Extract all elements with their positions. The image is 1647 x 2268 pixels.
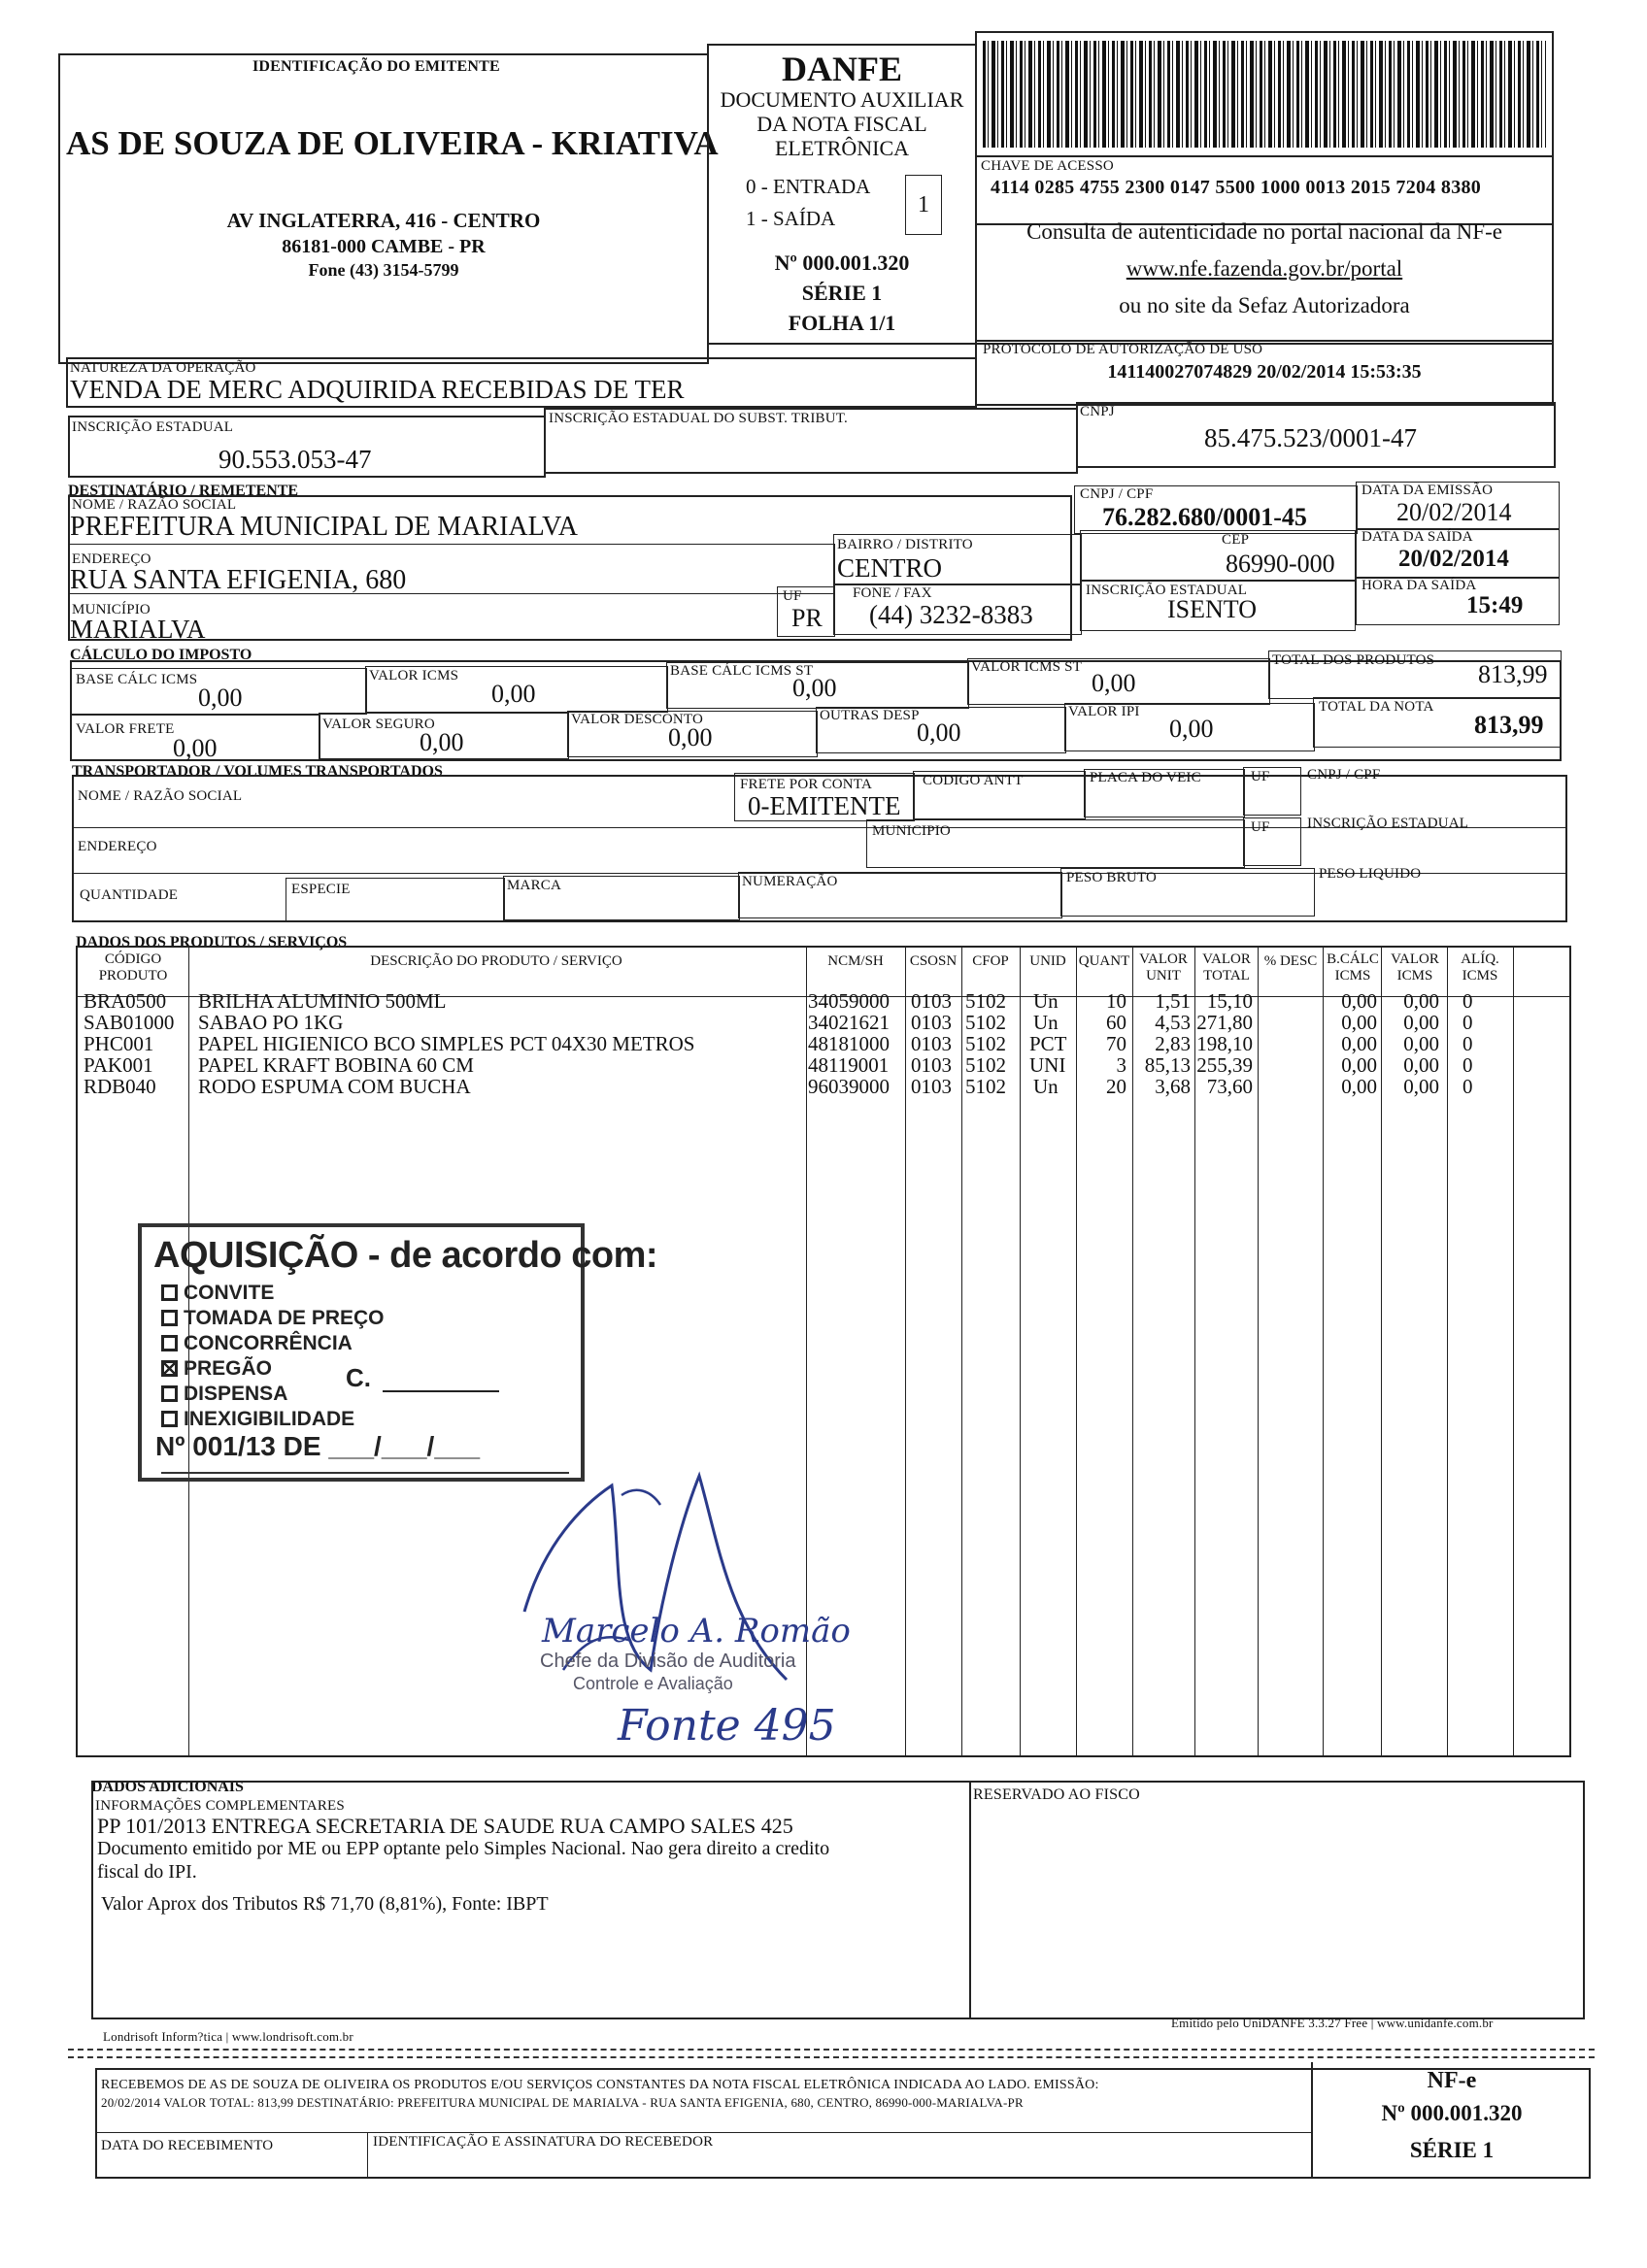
dest-ie-label: INSCRIÇÃO ESTADUAL bbox=[1086, 583, 1248, 598]
destinatario-section-label: DESTINATÁRIO / REMETENTE bbox=[68, 483, 299, 499]
row-descricao: RODO ESPUMA COM BUCHA bbox=[198, 1075, 471, 1098]
dest-nome: PREFEITURA MUNICIPAL DE MARIALVA bbox=[70, 512, 579, 542]
row-quant: 3 bbox=[1116, 1053, 1126, 1077]
stamp-option-label: INEXIGIBILIDADE bbox=[184, 1408, 355, 1430]
canhoto-text2: 20/02/2014 VALOR TOTAL: 813,99 DESTINATÁRIO: PREFEITURA MUNICIPAL DE MARIALVA - RUA SANTA EFIGENIA, 680, CENTRO, 86990-000-MARIALVA-PR bbox=[101, 2095, 1024, 2110]
dest-municipio: MARIALVA bbox=[70, 615, 206, 644]
danfe-serie: SÉRIE 1 bbox=[801, 281, 883, 305]
info-line3: fiscal do IPI. bbox=[97, 1861, 197, 1883]
row-csosn: 0103 bbox=[911, 1011, 952, 1034]
dest-fone: (44) 3232-8383 bbox=[869, 600, 1033, 629]
transp-antt-label: CODIGO ANTT bbox=[923, 773, 1024, 788]
dest-emissao-label: DATA DA EMISSÃO bbox=[1361, 483, 1494, 498]
danfe-entrada: 0 - ENTRADA bbox=[746, 175, 871, 198]
row-codigo: PHC001 bbox=[84, 1032, 154, 1055]
canhoto-data-label: DATA DO RECEBIMENTO bbox=[101, 2138, 274, 2153]
info-line1: PP 101/2013 ENTREGA SECRETARIA DE SAUDE RUA CAMPO SALES 425 bbox=[97, 1814, 793, 1838]
row-unid: Un bbox=[1033, 1011, 1059, 1034]
footer-right: Emitido pelo UniDANFE 3.3.27 Free | www.unidanfe.com.br bbox=[1171, 2016, 1494, 2030]
dest-hora: 15:49 bbox=[1466, 592, 1524, 618]
footer-left: Londrisoft Inform?tica | www.londrisoft.com.br bbox=[103, 2029, 353, 2044]
dest-municipio-label: MUNICÍPIO bbox=[72, 602, 151, 617]
dest-bairro: CENTRO bbox=[837, 553, 942, 583]
transp-ie-label: INSCRIÇÃO ESTADUAL bbox=[1307, 816, 1469, 831]
row-csosn: 0103 bbox=[911, 989, 952, 1013]
transp-marca-label: MARCA bbox=[507, 878, 562, 893]
imp-valor-icms: 0,00 bbox=[491, 680, 536, 708]
row-aliq: 0 bbox=[1462, 1011, 1473, 1034]
signature-role2: Controle e Avaliação bbox=[573, 1674, 733, 1693]
transp-frete-label: FRETE POR CONTA bbox=[740, 777, 872, 792]
row-csosn: 0103 bbox=[911, 1032, 952, 1055]
transp-quantidade-label: QUANTIDADE bbox=[80, 887, 179, 903]
canhoto-row-line bbox=[95, 2132, 1311, 2133]
row-cfop: 5102 bbox=[965, 989, 1006, 1013]
dest-endereco: RUA SANTA EFIGENIA, 680 bbox=[70, 565, 407, 595]
hdr-unid: UNID bbox=[1029, 953, 1066, 969]
imp-outras: 0,00 bbox=[917, 718, 961, 747]
emitente-phone: Fone (43) 3154-5799 bbox=[308, 260, 459, 280]
ie-label: INSCRIÇÃO ESTADUAL bbox=[72, 419, 234, 435]
canhoto-numero: Nº 000.001.320 bbox=[1381, 2101, 1523, 2125]
row-csosn: 0103 bbox=[911, 1053, 952, 1077]
imp-base-icms-label: BASE CÁLC ICMS bbox=[76, 672, 198, 687]
row-unid: UNI bbox=[1029, 1053, 1066, 1077]
row-ncm: 34059000 bbox=[808, 989, 890, 1013]
chave-label: CHAVE DE ACESSO bbox=[981, 158, 1114, 174]
danfe-saida: 1 - SAÍDA bbox=[746, 207, 836, 230]
row-cfop: 5102 bbox=[965, 1032, 1006, 1055]
row-bcalc: 0,00 bbox=[1341, 1011, 1377, 1034]
row-descricao: BRILHA ALUMINIO 500ML bbox=[198, 989, 447, 1013]
consulta-text: Consulta de autenticidade no portal nacional da NF-e bbox=[1026, 219, 1502, 244]
dest-ie: ISENTO bbox=[1167, 595, 1257, 623]
produtos-section-label: DADOS DOS PRODUTOS / SERVIÇOS bbox=[76, 934, 348, 951]
row-vicms: 0,00 bbox=[1403, 1032, 1439, 1055]
row-csosn: 0103 bbox=[911, 1075, 952, 1098]
imp-seguro: 0,00 bbox=[420, 728, 464, 756]
adicionais-divider bbox=[969, 1781, 971, 2019]
stamp-option-label: CONVITE bbox=[184, 1282, 275, 1304]
row-ncm: 48119001 bbox=[808, 1053, 890, 1077]
row-ncm: 48181000 bbox=[808, 1032, 890, 1055]
stamp-option-label: DISPENSA bbox=[184, 1383, 288, 1405]
row-bcalc: 0,00 bbox=[1341, 1032, 1377, 1055]
row-codigo: SAB01000 bbox=[84, 1011, 175, 1034]
imp-valor-icms-st: 0,00 bbox=[1092, 669, 1136, 697]
aquisicao-stamp bbox=[138, 1223, 658, 1482]
row-vunit: 2,83 bbox=[1155, 1032, 1191, 1055]
signature-name: Marcelo A. Romão bbox=[542, 1612, 851, 1651]
hdr-ncm: NCM/SH bbox=[827, 953, 884, 969]
row-vicms: 0,00 bbox=[1403, 1011, 1439, 1034]
emitente-address: AV INGLATERRA, 416 - CENTRO bbox=[226, 209, 541, 232]
stamp-option-label: CONCORRÊNCIA bbox=[184, 1332, 353, 1354]
row-vicms: 0,00 bbox=[1403, 1053, 1439, 1077]
imp-valor-icms-st-label: VALOR ICMS ST bbox=[971, 659, 1083, 675]
imp-seguro-label: VALOR SEGURO bbox=[322, 717, 435, 732]
row-bcalc: 0,00 bbox=[1341, 1053, 1377, 1077]
imp-desconto: 0,00 bbox=[668, 723, 713, 751]
transp-numeracao-label: NUMERAÇÃO bbox=[742, 874, 838, 889]
imp-total-produtos: 813,99 bbox=[1478, 660, 1548, 688]
row-quant: 70 bbox=[1106, 1032, 1126, 1055]
imp-frete-label: VALOR FRETE bbox=[76, 721, 175, 737]
transp-uf-label: UF bbox=[1251, 769, 1270, 784]
imp-desconto-label: VALOR DESCONTO bbox=[571, 712, 704, 727]
row-codigo: RDB040 bbox=[84, 1075, 156, 1098]
dest-cnpj: 76.282.680/0001-45 bbox=[1102, 503, 1307, 531]
stamp-option-pregao bbox=[161, 1357, 272, 1381]
row-aliq: 0 bbox=[1462, 1053, 1473, 1077]
row-vicms: 0,00 bbox=[1403, 1075, 1439, 1098]
emitente-section-label: IDENTIFICAÇÃO DO EMITENTE bbox=[252, 58, 500, 75]
checked-checkbox-icon bbox=[161, 1360, 178, 1377]
dest-uf-label: UF bbox=[783, 588, 802, 604]
imp-valor-icms-label: VALOR ICMS bbox=[369, 668, 459, 684]
consulta-sefaz: ou no site da Sefaz Autorizadora bbox=[1119, 293, 1410, 317]
reservado-fisco-label: RESERVADO AO FISCO bbox=[973, 1786, 1140, 1803]
natureza-value: VENDA DE MERC ADQUIRIDA RECEBIDAS DE TER bbox=[70, 375, 685, 404]
imp-total-nota-label: TOTAL DA NOTA bbox=[1319, 699, 1434, 715]
dest-saida: 20/02/2014 bbox=[1398, 546, 1509, 572]
row-vtotal: 73,60 bbox=[1206, 1075, 1253, 1098]
dest-cnpj-label: CNPJ / CPF bbox=[1080, 486, 1154, 502]
cnpj-emit-value: 85.475.523/0001-47 bbox=[1204, 423, 1417, 452]
row-vicms: 0,00 bbox=[1403, 989, 1439, 1013]
dest-cep: 86990-000 bbox=[1226, 550, 1335, 578]
cut-line bbox=[68, 2049, 1595, 2051]
danfe-sub2: DA NOTA FISCAL bbox=[756, 112, 927, 136]
stamp-option-tomada bbox=[161, 1307, 385, 1330]
imp-frete: 0,00 bbox=[173, 734, 218, 762]
dest-bairro-label: BAIRRO / DISTRITO bbox=[837, 537, 973, 552]
row-quant: 10 bbox=[1106, 989, 1126, 1013]
row-cfop: 5102 bbox=[965, 1053, 1006, 1077]
imp-total-produtos-label: TOTAL DOS PRODUTOS bbox=[1272, 652, 1435, 668]
imp-base-icms-st: 0,00 bbox=[792, 674, 837, 702]
row-ncm: 96039000 bbox=[808, 1075, 890, 1098]
imposto-section-label: CÁLCULO DO IMPOSTO bbox=[70, 647, 252, 663]
dest-emissao: 20/02/2014 bbox=[1396, 498, 1512, 526]
emitente-city: 86181-000 CAMBE - PR bbox=[282, 236, 486, 257]
row-vunit: 4,53 bbox=[1155, 1011, 1191, 1034]
stamp-option-dispensa bbox=[161, 1383, 287, 1406]
info-complementares-label: INFORMAÇÕES COMPLEMENTARES bbox=[95, 1798, 345, 1814]
row-quant: 20 bbox=[1106, 1075, 1126, 1098]
hdr-bcalc: B.CÁLC ICMS bbox=[1327, 951, 1379, 984]
hdr-descricao: DESCRIÇÃO DO PRODUTO / SERVIÇO bbox=[370, 953, 622, 969]
canhoto-ident-label: IDENTIFICAÇÃO E ASSINATURA DO RECEBEDOR bbox=[373, 2134, 714, 2150]
danfe-sub1: DOCUMENTO AUXILIAR bbox=[720, 87, 964, 112]
emitente-name: AS DE SOUZA DE OLIVEIRA - KRIATIVA bbox=[66, 124, 719, 162]
hdr-codigo: CÓDIGO PRODUTO bbox=[98, 951, 168, 984]
stamp-title: AQUISIÇÃO - de acordo com: bbox=[153, 1235, 658, 1276]
info-line4: Valor Aprox dos Tributos R$ 71,70 (8,81%), Fonte: IBPT bbox=[101, 1893, 549, 1915]
danfe-numero: Nº 000.001.320 bbox=[774, 250, 910, 275]
canhoto-col-line bbox=[367, 2132, 368, 2179]
danfe-title: DANFE bbox=[782, 50, 902, 88]
row-descricao: PAPEL KRAFT BOBINA 60 CM bbox=[198, 1053, 474, 1077]
canhoto-text1: RECEBEMOS DE AS DE SOUZA DE OLIVEIRA OS PRODUTOS E/OU SERVIÇOS CONSTANTES DA NOTA FISCAL ELETRÔNICA INDICADA AO LADO. EMISSÃO: bbox=[101, 2078, 1099, 2092]
transp-frete: 0-EMITENTE bbox=[748, 791, 901, 820]
row-unid: PCT bbox=[1029, 1032, 1067, 1055]
transp-placa-label: PLACA DO VEIC bbox=[1090, 770, 1201, 785]
hdr-vtotal: VALOR TOTAL bbox=[1202, 951, 1251, 984]
dest-saida-label: DATA DA SAÍDA bbox=[1361, 529, 1473, 545]
row-ncm: 34021621 bbox=[808, 1011, 890, 1034]
transp-peso-liquido-label: PESO LIQUIDO bbox=[1319, 866, 1422, 882]
stamp-option-convite bbox=[161, 1282, 274, 1305]
imp-base-icms-st-label: BASE CÁLC ICMS ST bbox=[670, 663, 814, 679]
dest-fone-label: FONE / FAX bbox=[853, 585, 932, 601]
row-vtotal: 255,39 bbox=[1196, 1053, 1253, 1077]
row-descricao: SABAO PO 1KG bbox=[198, 1011, 344, 1034]
chave-value: 4114 0285 4755 2300 0147 5500 1000 0013 2015 7204 8380 bbox=[991, 177, 1482, 198]
hdr-quant: QUANT bbox=[1078, 953, 1130, 969]
cut-line bbox=[68, 2056, 1595, 2058]
row-cfop: 5102 bbox=[965, 1075, 1006, 1098]
transp-uf2-label: UF bbox=[1251, 819, 1270, 835]
row-vtotal: 15,10 bbox=[1206, 989, 1253, 1013]
canhoto-nfe: NF-e bbox=[1427, 2068, 1477, 2093]
row-aliq: 0 bbox=[1462, 1032, 1473, 1055]
hdr-desc: % DESC bbox=[1263, 953, 1318, 969]
transp-especie-label: ESPECIE bbox=[291, 882, 351, 897]
dest-cep-label: CEP bbox=[1222, 532, 1250, 548]
barcode bbox=[983, 41, 1546, 148]
checkbox-icon bbox=[161, 1310, 178, 1326]
row-vtotal: 198,10 bbox=[1196, 1032, 1253, 1055]
row-vunit: 3,68 bbox=[1155, 1075, 1191, 1098]
imp-base-icms: 0,00 bbox=[198, 684, 243, 712]
stamp-c-line bbox=[383, 1390, 499, 1392]
row-unid: Un bbox=[1033, 989, 1059, 1013]
transp-nome-label: NOME / RAZÃO SOCIAL bbox=[78, 788, 243, 804]
transp-endereco-label: ENDEREÇO bbox=[78, 839, 157, 854]
handwritten-note: Fonte 495 bbox=[618, 1701, 836, 1751]
dest-nome-label: NOME / RAZÃO SOCIAL bbox=[72, 497, 237, 513]
stamp-option-concorrencia bbox=[161, 1332, 353, 1355]
imp-outras-label: OUTRAS DESP bbox=[820, 708, 920, 723]
transp-cnpj-label: CNPJ / CPF bbox=[1307, 767, 1381, 783]
dest-hora-label: HORA DA SAÍDA bbox=[1361, 578, 1477, 593]
danfe-folha: FOLHA 1/1 bbox=[788, 311, 896, 335]
protocolo-value: 141140027074829 20/02/2014 15:53:35 bbox=[1107, 361, 1422, 383]
row-vtotal: 271,80 bbox=[1196, 1011, 1253, 1034]
stamp-c-label: C. bbox=[346, 1363, 371, 1392]
row-cfop: 5102 bbox=[965, 1011, 1006, 1034]
checkbox-icon bbox=[161, 1284, 178, 1301]
table-row bbox=[78, 1076, 1569, 1099]
transp-municipio-label: MUNICIPIO bbox=[872, 823, 951, 839]
hdr-aliq: ALÍQ. ICMS bbox=[1461, 951, 1499, 984]
transp-peso-bruto-label: PESO BRUTO bbox=[1066, 870, 1157, 885]
transp-section-label: TRANSPORTADOR / VOLUMES TRANSPORTADOS bbox=[72, 763, 443, 780]
imp-ipi-label: VALOR IPI bbox=[1068, 704, 1140, 719]
consulta-url[interactable]: www.nfe.fazenda.gov.br/portal bbox=[1126, 256, 1403, 281]
row-aliq: 0 bbox=[1462, 1075, 1473, 1098]
info-line2: Documento emitido por ME ou EPP optante pelo Simples Nacional. Nao gera direito a credito bbox=[97, 1838, 830, 1859]
row-vunit: 1,51 bbox=[1155, 989, 1191, 1013]
ie-value: 90.553.053-47 bbox=[218, 445, 372, 474]
hdr-vunit: VALOR UNIT bbox=[1139, 951, 1188, 984]
row-aliq: 0 bbox=[1462, 989, 1473, 1013]
hdr-vicms: VALOR ICMS bbox=[1391, 951, 1439, 984]
ie-st-label: INSCRIÇÃO ESTADUAL DO SUBST. TRIBUT. bbox=[549, 411, 848, 426]
stamp-option-label: PREGÃO bbox=[184, 1357, 273, 1380]
stamp-option-inexigibilidade bbox=[161, 1408, 354, 1431]
row-codigo: PAK001 bbox=[84, 1053, 153, 1077]
row-codigo: BRA0500 bbox=[84, 989, 167, 1013]
row-quant: 60 bbox=[1106, 1011, 1126, 1034]
dest-uf: PR bbox=[791, 604, 823, 632]
stamp-option-label: TOMADA DE PREÇO bbox=[184, 1307, 385, 1329]
cnpj-emit-label: CNPJ bbox=[1080, 404, 1115, 419]
checkbox-icon bbox=[161, 1335, 178, 1351]
row-vunit: 85,13 bbox=[1144, 1053, 1191, 1077]
dest-endereco-label: ENDEREÇO bbox=[72, 551, 151, 567]
stamp-numero: Nº 001/13 DE ___/___/___ bbox=[155, 1431, 481, 1461]
protocolo-label: PROTOCOLO DE AUTORIZAÇÃO DE USO bbox=[983, 342, 1263, 357]
hdr-cfop: CFOP bbox=[972, 953, 1009, 969]
signature-role1: Chefe da Divisão de Auditoria bbox=[540, 1651, 796, 1672]
danfe-sub3: ELETRÔNICA bbox=[774, 136, 910, 160]
imp-ipi: 0,00 bbox=[1169, 715, 1214, 743]
checkbox-icon bbox=[161, 1411, 178, 1427]
row-descricao: PAPEL HIGIENICO BCO SIMPLES PCT 04X30 METROS bbox=[198, 1032, 695, 1055]
checkbox-icon bbox=[161, 1385, 178, 1402]
imp-total-nota: 813,99 bbox=[1474, 711, 1544, 739]
natureza-label: NATUREZA DA OPERAÇÃO bbox=[70, 360, 256, 376]
row-bcalc: 0,00 bbox=[1341, 1075, 1377, 1098]
row-unid: Un bbox=[1033, 1075, 1059, 1098]
canhoto-serie: SÉRIE 1 bbox=[1409, 2138, 1495, 2162]
danfe-tipo-box: 1 bbox=[905, 175, 942, 235]
hdr-csosn: CSOSN bbox=[909, 953, 958, 969]
adicionais-section-label: DADOS ADICIONAIS bbox=[91, 1779, 244, 1795]
row-bcalc: 0,00 bbox=[1341, 989, 1377, 1013]
